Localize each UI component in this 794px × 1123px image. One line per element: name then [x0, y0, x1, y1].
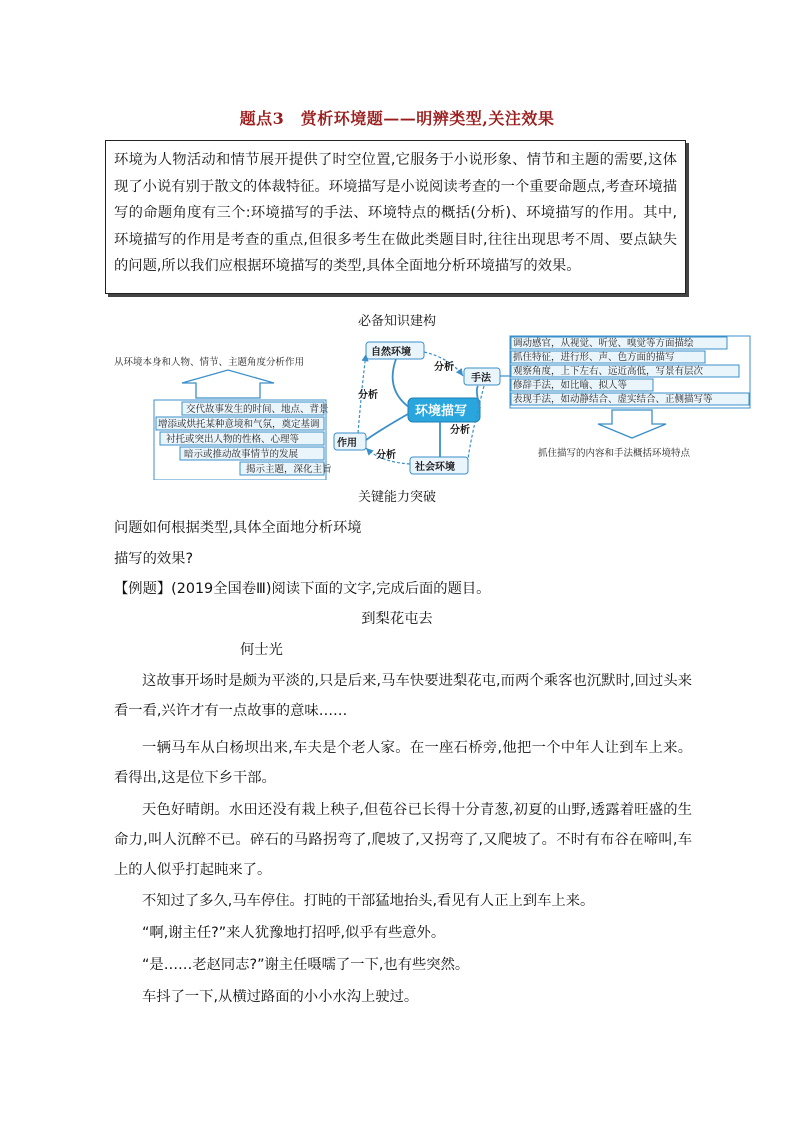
- story-paragraph: 天色好晴朗。水田还没有栽上秧子,但苞谷已长得十分青葱,初夏的山野,透露着旺盛的生命力,叫人沉醉不已。碎石的马路拐弯了,爬坡了,又拐弯了,又爬坡了。不时有布谷在啼叫,车上的人似乎打起盹来了。: [114, 802, 692, 878]
- section-ability: 关键能力突破: [357, 490, 436, 505]
- function-items: [156, 402, 332, 475]
- down-arrow-icon: [598, 410, 666, 438]
- analysis-label: 分析: [450, 425, 470, 436]
- method-label: 手法: [471, 373, 491, 384]
- story-paragraph: 不知过了多久,马车停住。打盹的干部猛地抬头,看见有人正上到车上来。: [142, 893, 595, 909]
- story-paragraph: “是……老赵同志?”谢主任嗫嚅了一下,也有些突然。: [142, 957, 470, 973]
- connector: [393, 359, 410, 408]
- method-item: 观察角度，上下左右、远近高低，写景有层次: [513, 366, 704, 377]
- up-arrow-icon: [182, 370, 274, 398]
- function-item: 交代故事发生的时间、地点、背景: [186, 404, 329, 415]
- story-paragraph: 车抖了一下,从横过路面的小小水沟上驶过。: [142, 989, 419, 1005]
- method-item: 修辞手法，如比喻、拟人等: [513, 380, 628, 391]
- connector: [366, 414, 408, 440]
- connector: [468, 386, 484, 460]
- function-label: 作用: [337, 438, 357, 449]
- page-title: 题点3 赏析环境题——明辨类型,关注效果: [239, 109, 555, 128]
- method-items: [511, 337, 749, 405]
- function-item: 增添或烘托某种意境和气氛，奠定基调: [158, 419, 320, 430]
- analysis-label: 分析: [434, 362, 454, 373]
- intro-box: 环境为人物活动和情节展开提供了时空位置,它服务于小说形象、情节和主题的需要,这体现了小说有别于散文的体裁特征。环境描写是小说阅读考查的一个重要命题点,考查环境描写的命题角度有三个:环境描写的手法、环境特点的概括(分析)、环境描写的作用。其中,环境描写的作用是考查的重点,但很多考生在做此类题目时,往往出现思考不周、要点缺失的问题,所以我们应根据环境描写的类型,具体全面地分析环境描写的效果。: [105, 140, 686, 294]
- analysis-label: 分析: [376, 450, 396, 461]
- story-paragraph: “啊,谢主任?”来人犹豫地打招呼,似乎有些意外。: [142, 925, 446, 941]
- question-line-2: 描写的效果?: [114, 551, 194, 567]
- mindmap-left-note: 从环境本身和人物、情节、主题角度分析作用: [114, 357, 305, 368]
- function-item: 衬托或突出人物的性格、心理等: [166, 434, 300, 445]
- analysis-label: 分析: [358, 390, 378, 401]
- mindmap: [0, 330, 794, 480]
- mindmap-right-note: 抓住描写的内容和手法概括环境特点: [538, 448, 691, 459]
- story-paragraph: 一辆马车从白杨坝出来,车夫是个老人家。在一座石桥旁,他把一个中年人让到车上来。看得出,这是位下乡干部。: [114, 740, 692, 786]
- story-paragraph: 这故事开场时是颇为平淡的,只是后来,马车快要进梨花屯,而两个乘客也沉默时,回过头来看一看,兴许才有一点故事的意味……: [114, 673, 692, 719]
- center-label: 环境描写: [415, 404, 468, 419]
- social-label: 社会环境: [415, 462, 455, 473]
- function-item: 暗示或推动故事情节的发展: [184, 449, 299, 460]
- method-item: 表现手法，如动静结合、虚实结合、正侧描写等: [513, 394, 713, 405]
- story-title: 到梨花屯去: [361, 611, 433, 627]
- method-item: 调动感官，从视觉、听觉、嗅觉等方面描绘: [513, 338, 694, 349]
- function-item: 揭示主题，深化主旨: [246, 464, 332, 475]
- natural-label: 自然环境: [371, 347, 411, 358]
- example-intro: 【例题】(2019全国卷Ⅲ)阅读下面的文字,完成后面的题目。: [114, 581, 491, 597]
- method-item: 抓住特征，进行形、声、色方面的描写: [513, 352, 675, 363]
- question-line-1: 问题如何根据类型,具体全面地分析环境: [114, 520, 362, 536]
- section-knowledge: 必备知识建构: [357, 314, 436, 329]
- story-author: 何士光: [240, 642, 283, 658]
